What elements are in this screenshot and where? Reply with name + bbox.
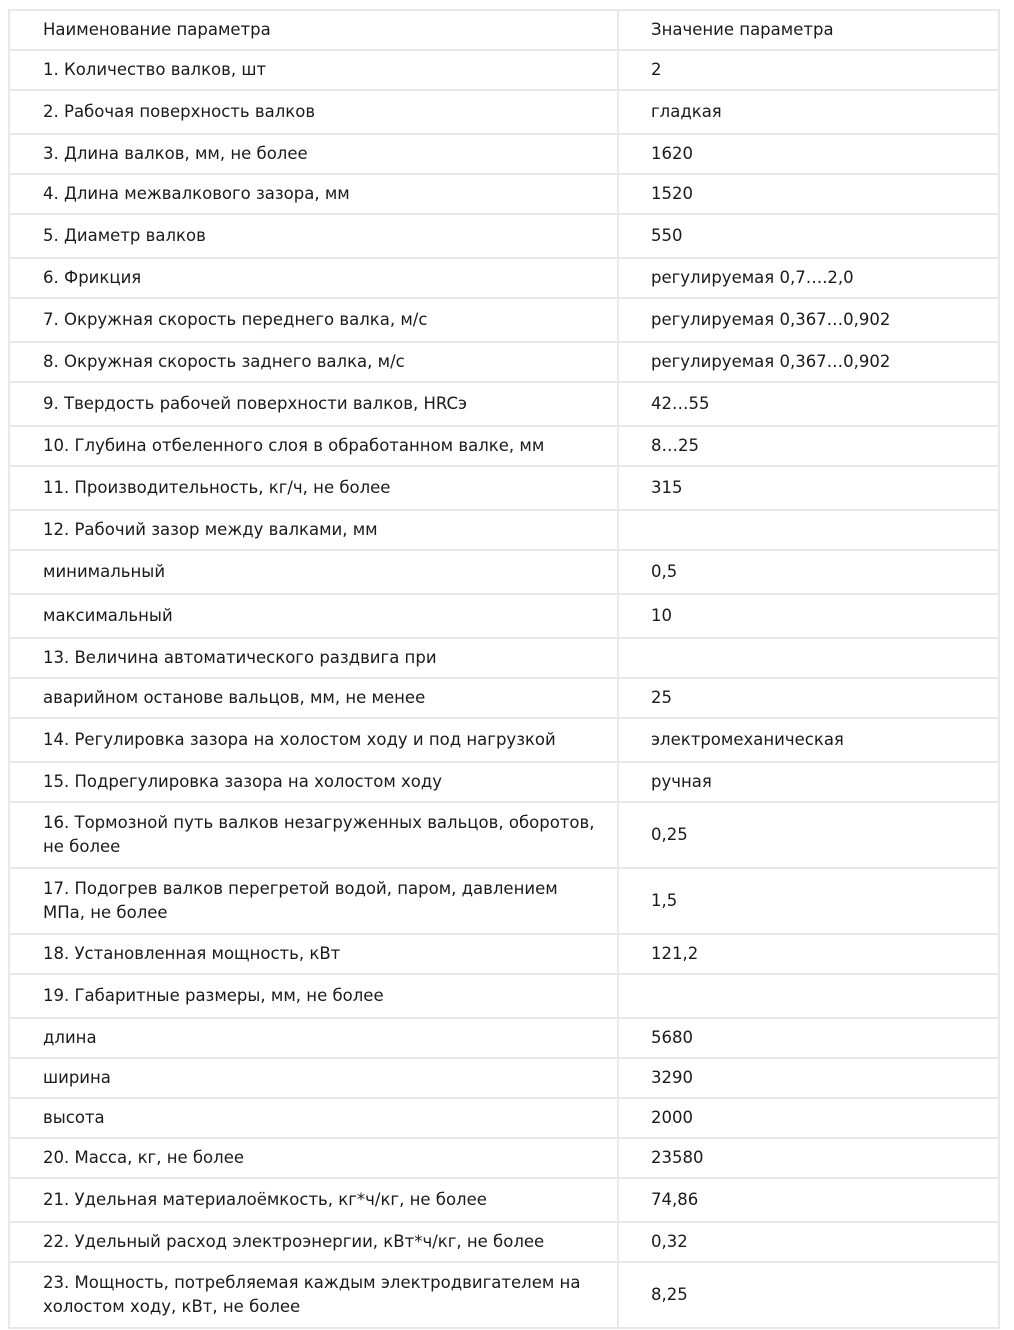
row-value: 74,86 (618, 1178, 999, 1222)
table-row (9, 174, 999, 214)
row-name: 16. Тормозной путь валков незагруженных вальцов, оборотов, не более (9, 802, 618, 868)
row-name: 15. Подрегулировка зазора на холостом ходу (9, 762, 618, 802)
row-value (618, 638, 999, 678)
row-name: 23. Мощность, потребляемая каждым электродвигателем на холостом ходу, кВт, не более (9, 1262, 618, 1328)
header-parameter-name: Наименование параметра (9, 10, 618, 50)
row-value: 23580 (618, 1138, 999, 1178)
table-row (9, 426, 999, 466)
table-row (9, 298, 999, 342)
row-value: 25 (618, 678, 999, 718)
row-name: 14. Регулировка зазора на холостом ходу и под нагрузкой (9, 718, 618, 762)
table-row (9, 90, 999, 134)
row-value: регулируемая 0,7….2,0 (618, 258, 999, 298)
table-row (9, 1018, 999, 1058)
row-value: 315 (618, 466, 999, 510)
table-header-row (9, 10, 999, 50)
row-name: 3. Длина валков, мм, не более (9, 134, 618, 174)
row-value: электромеханическая (618, 718, 999, 762)
row-name: 5. Диаметр валков (9, 214, 618, 258)
table-row (9, 1138, 999, 1178)
row-name: 17. Подогрев валков перегретой водой, паром, давлением МПа, не более (9, 868, 618, 934)
row-name: 9. Твердость рабочей поверхности валков, HRCэ (9, 382, 618, 426)
table-row (9, 1222, 999, 1262)
row-name: ширина (9, 1058, 618, 1098)
table-row (9, 1098, 999, 1138)
row-name: максимальный (9, 594, 618, 638)
table-row (9, 974, 999, 1018)
table-row (9, 258, 999, 298)
row-name: 8. Окружная скорость заднего валка, м/с (9, 342, 618, 382)
row-value: 121,2 (618, 934, 999, 974)
row-value (618, 510, 999, 550)
table-row (9, 510, 999, 550)
table-row (9, 214, 999, 258)
row-name: 22. Удельный расход электроэнергии, кВт*ч/кг, не более (9, 1222, 618, 1262)
header-parameter-value: Значение параметра (618, 10, 999, 50)
table-row (9, 342, 999, 382)
row-value: ручная (618, 762, 999, 802)
row-value: 42…55 (618, 382, 999, 426)
row-value: 2000 (618, 1098, 999, 1138)
table-row (9, 1178, 999, 1222)
row-name: 1. Количество валков, шт (9, 50, 618, 90)
table-row (9, 678, 999, 718)
row-value: 0,5 (618, 550, 999, 594)
table-row (9, 1262, 999, 1328)
row-name: длина (9, 1018, 618, 1058)
row-value: 1,5 (618, 868, 999, 934)
table-row (9, 550, 999, 594)
row-value: регулируемая 0,367…0,902 (618, 298, 999, 342)
table-row (9, 594, 999, 638)
row-value: 1620 (618, 134, 999, 174)
row-name: 12. Рабочий зазор между валками, мм (9, 510, 618, 550)
row-name: 13. Величина автоматического раздвига при (9, 638, 618, 678)
table-row (9, 802, 999, 868)
row-value: 1520 (618, 174, 999, 214)
row-name: 4. Длина межвалкового зазора, мм (9, 174, 618, 214)
row-value: гладкая (618, 90, 999, 134)
row-name: 11. Производительность, кг/ч, не более (9, 466, 618, 510)
row-value (618, 974, 999, 1018)
row-name: 18. Установленная мощность, кВт (9, 934, 618, 974)
row-value: 3290 (618, 1058, 999, 1098)
row-value: 10 (618, 594, 999, 638)
table-row (9, 868, 999, 934)
table-row (9, 466, 999, 510)
row-value: 8…25 (618, 426, 999, 466)
table-row (9, 934, 999, 974)
table-row (9, 638, 999, 678)
row-name: аварийном останове вальцов, мм, не менее (9, 678, 618, 718)
row-value: 0,32 (618, 1222, 999, 1262)
row-name: 7. Окружная скорость переднего валка, м/с (9, 298, 618, 342)
row-name: 2. Рабочая поверхность валков (9, 90, 618, 134)
row-value: 2 (618, 50, 999, 90)
row-value: 550 (618, 214, 999, 258)
row-value: 8,25 (618, 1262, 999, 1328)
table-row (9, 1058, 999, 1098)
table-row (9, 50, 999, 90)
row-value: 5680 (618, 1018, 999, 1058)
row-value: 0,25 (618, 802, 999, 868)
row-name: 21. Удельная материалоёмкость, кг*ч/кг, не более (9, 1178, 618, 1222)
row-name: 20. Масса, кг, не более (9, 1138, 618, 1178)
row-name: 6. Фрикция (9, 258, 618, 298)
table-row (9, 718, 999, 762)
table-row (9, 762, 999, 802)
row-name: 19. Габаритные размеры, мм, не более (9, 974, 618, 1018)
row-name: минимальный (9, 550, 618, 594)
row-name: 10. Глубина отбеленного слоя в обработанном валке, мм (9, 426, 618, 466)
row-name: высота (9, 1098, 618, 1138)
table-row (9, 134, 999, 174)
specifications-table (8, 9, 1000, 1329)
table-row (9, 382, 999, 426)
row-value: регулируемая 0,367…0,902 (618, 342, 999, 382)
